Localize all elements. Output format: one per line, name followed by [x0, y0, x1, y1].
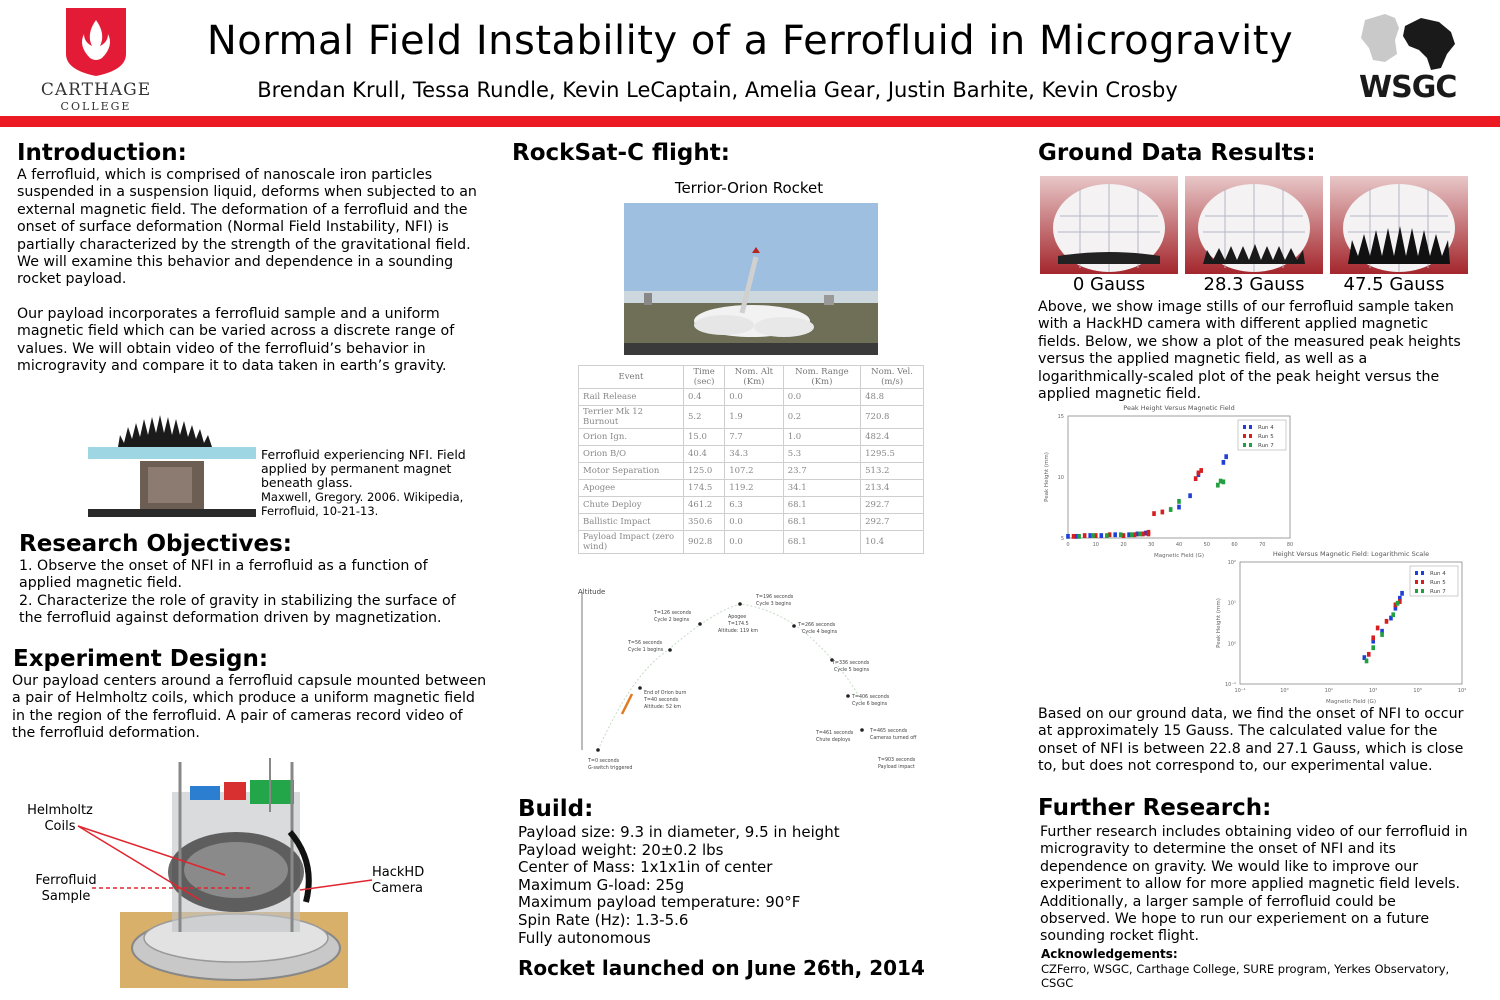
table-row	[579, 531, 924, 554]
table-cell: Chute Deploy	[579, 497, 684, 514]
traj-label: Payload impact	[878, 765, 915, 770]
table-cell: 5.2	[684, 406, 725, 429]
chart-point	[1396, 601, 1400, 606]
chart-legend-label: Run 7	[1430, 589, 1446, 595]
table-row	[579, 389, 924, 406]
table-cell: 292.7	[861, 514, 924, 531]
chart-point	[1371, 635, 1375, 640]
chart-point	[1169, 507, 1173, 512]
traj-label: T=465 seconds	[870, 729, 908, 734]
still-0-gauss	[1040, 176, 1178, 274]
design-heading: Experiment Design:	[13, 646, 269, 672]
table-cell: 0.0	[725, 389, 783, 406]
design-paragraph: Our payload centers around a ferrofluid capsule mounted between a pair of Helmholtz coils, which produce a uniform magnetic field in the region of the ferrofluid. A pair of cameras record video of the ferrofluid deformation.	[12, 673, 487, 742]
still-28-gauss	[1185, 176, 1323, 274]
gauss-label-28: 28.3 Gauss	[1203, 274, 1305, 295]
chart-legend-label: Run 5	[1430, 580, 1446, 586]
traj-label: T=406 seconds	[852, 695, 890, 700]
traj-label: Cameras turned off	[870, 736, 917, 741]
traj-label: Cycle 5 begins	[834, 668, 870, 673]
poster-title: Normal Field Instability of a Ferrofluid in Microgravity	[206, 18, 1294, 64]
table-cell: Ballistic Impact	[579, 514, 684, 531]
acknowledgements-heading: Acknowledgements:	[1041, 947, 1178, 961]
chart-point	[1138, 532, 1142, 537]
table-cell: 34.1	[783, 480, 860, 497]
table-cell: 7.7	[725, 429, 783, 446]
chart-point	[1161, 510, 1165, 515]
further-paragraph: Further research includes obtaining video of our ferrofluid in microgravity to determine the onset of NFI and its dependence on gravity. We would like to improve our experiment to allow for more applied magnetic field levels. Additionally, a larger sample of ferrofluid could be observed. We hope to run our experiement on a future sounding rocket flight.	[1040, 824, 1468, 945]
carthage-college-word: COLLEGE	[60, 100, 132, 113]
trajectory-diagram	[572, 584, 942, 776]
chart-point	[1367, 652, 1371, 657]
chart-point	[1147, 530, 1151, 535]
chart-legend-swatch	[1249, 443, 1252, 447]
chart-x-tick: 10⁰	[1280, 688, 1289, 694]
chart-y-tick: 15	[1057, 414, 1064, 420]
still-47-gauss	[1330, 176, 1468, 274]
chart-y-tick: 10⁻¹	[1224, 682, 1236, 688]
rocket-photo	[624, 203, 878, 355]
chart-point	[1105, 533, 1109, 538]
table-cell: 482.4	[861, 429, 924, 446]
chart-point	[1119, 532, 1123, 537]
chart-point	[1380, 632, 1384, 637]
chart-x-tick: 50	[1203, 542, 1210, 548]
table-cell: 119.2	[725, 480, 783, 497]
chart-title: Peak Height Versus Magnetic Field	[1123, 404, 1235, 412]
trajectory-point	[668, 648, 672, 652]
table-cell: Orion B/O	[579, 446, 684, 463]
table-cell: 125.0	[684, 463, 725, 480]
table-cell: Motor Separation	[579, 463, 684, 480]
table-cell: Terrier Mk 12 Burnout	[579, 406, 684, 429]
chart-legend-label: Run 4	[1258, 425, 1274, 431]
chart-point	[1113, 532, 1117, 537]
chart-y-label: Peak Height (mm)	[1044, 452, 1050, 502]
chart-legend-swatch	[1421, 571, 1424, 575]
chart-x-tick: 10²	[1369, 688, 1378, 694]
table-cell: 0.0	[783, 389, 860, 406]
traj-label: Cycle 1 begins	[628, 648, 664, 653]
chart-x-label: Magnetic Field (G)	[1326, 699, 1376, 705]
chart-legend-swatch	[1415, 589, 1418, 593]
table-cell: Orion Ign.	[579, 429, 684, 446]
build-item: Fully autonomous	[518, 928, 651, 947]
objectives-heading: Research Objectives:	[19, 531, 292, 557]
chart-x-tick: 40	[1175, 542, 1183, 548]
chart-legend-swatch	[1243, 443, 1246, 447]
chart-point	[1100, 533, 1104, 538]
chart-point	[1222, 460, 1226, 465]
build-item: Payload size: 9.3 in diameter, 9.5 in height	[518, 823, 840, 841]
label-helmholtz-coils: Helmholtz Coils	[27, 803, 93, 834]
ground-description: Above, we show image stills of our ferrofluid sample taken with a HackHD camera with different applied magnetic fields. Below, we show a plot of the measured peak heights versus the applied magnetic field, as well as a logarithmically-scaled plot of the peak height versus the applied magnetic field.	[1038, 299, 1461, 403]
table-row	[579, 480, 924, 497]
trajectory-point	[860, 728, 864, 732]
chart-x-tick: 0	[1066, 542, 1070, 548]
table-row	[579, 406, 924, 429]
ferrofluid-caption: Ferrofluid experiencing NFI. Field applied by permanent magnet beneath glass.	[261, 447, 466, 490]
table-cell: Payload Impact (zero wind)	[579, 531, 684, 554]
chart-point	[1077, 534, 1081, 539]
objective-1: 1. Observe the onset of NFI in a ferrofluid as a function of applied magnetic field.	[19, 558, 428, 592]
chart-point	[1376, 626, 1380, 631]
table-cell: 68.1	[783, 531, 860, 554]
chart-title: Height Versus Magnetic Field: Logarithmic Scale	[1272, 550, 1430, 558]
table-header-cell: Event	[579, 366, 684, 389]
chart-legend-swatch	[1243, 434, 1246, 438]
traj-label: T=196 seconds	[756, 595, 794, 600]
wisconsin-africa-map-icon	[1355, 10, 1470, 72]
traj-label: T=266 seconds	[798, 623, 836, 628]
chart-point	[1177, 505, 1181, 510]
chart-legend-swatch	[1415, 580, 1418, 584]
traj-label: T=903 seconds	[878, 758, 916, 763]
ground-result: Based on our ground data, we find the onset of NFI to occur at approximately 15 Gauss. The calculated value for the onset of NFI is between 22.8 and 27.1 Gauss, which is close to, but does not correspond to, our experimental value.	[1038, 706, 1464, 775]
table-cell: 1.9	[725, 406, 783, 429]
ferrofluid-citation: Maxwell, Gregory. 2006. Wikipedia, Ferrofluid, 10-21-13.	[261, 490, 464, 518]
intro-paragraph-2: Our payload incorporates a ferrofluid sample and a uniform magnetic field which can be varied across a discrete range of values. We will obtain video of the ferrofluid’s behavior in microgravity and compare it to data taken in earth’s gravity.	[17, 306, 455, 375]
table-header-row	[579, 366, 924, 389]
ferrofluid-still-images	[1040, 176, 1470, 276]
build-heading: Build:	[518, 796, 594, 822]
trajectory-point	[792, 624, 796, 628]
table-cell: 6.3	[725, 497, 783, 514]
chart-x-tick: 30	[1148, 542, 1155, 548]
chart-point	[1222, 479, 1226, 484]
table-cell: 174.5	[684, 480, 725, 497]
table-cell: 213.4	[861, 480, 924, 497]
poster-authors: Brendan Krull, Tessa Rundle, Kevin LeCaptain, Amelia Gear, Justin Barhite, Kevin Crosby	[257, 78, 1178, 102]
chart-legend-swatch	[1421, 580, 1424, 584]
chart-point	[1188, 493, 1192, 498]
trajectory-point	[846, 694, 850, 698]
chart-legend-label: Run 5	[1258, 434, 1274, 440]
table-cell: 1295.5	[861, 446, 924, 463]
flight-events-table	[578, 365, 924, 554]
chart-point	[1224, 454, 1228, 459]
table-cell: 68.1	[783, 514, 860, 531]
rocksat-heading: RockSat-C flight:	[512, 140, 730, 166]
traj-label: Apogee	[728, 615, 747, 620]
table-cell: 34.3	[725, 446, 783, 463]
build-item: Maximum payload temperature: 90°F	[518, 893, 801, 912]
chart-point	[1072, 534, 1076, 539]
table-cell: 0.0	[725, 514, 783, 531]
chart-x-tick: 10³	[1413, 688, 1422, 694]
label-hackhd-camera: HackHD Camera	[372, 865, 425, 896]
table-row	[579, 446, 924, 463]
build-item: Payload weight: 20±0.2 lbs	[518, 840, 724, 859]
traj-label: T=56 seconds	[628, 641, 663, 646]
intro-heading: Introduction:	[17, 140, 187, 166]
wsgc-text: WSGC	[1359, 70, 1457, 105]
chart-point	[1385, 619, 1389, 624]
chart-point	[1199, 468, 1203, 473]
table-header-cell: Time (sec)	[684, 366, 725, 389]
ground-heading: Ground Data Results:	[1038, 140, 1316, 166]
trajectory-point	[698, 622, 702, 626]
chart-point	[1371, 645, 1375, 650]
table-row	[579, 429, 924, 446]
table-header-cell: Nom. Range (Km)	[783, 366, 860, 389]
traj-label: T=126 seconds	[654, 611, 692, 616]
header-divider	[0, 116, 1500, 127]
table-cell: 513.2	[861, 463, 924, 480]
chart-legend-swatch	[1421, 589, 1424, 593]
chart-x-tick: 10	[1092, 542, 1099, 548]
table-cell: 10.4	[861, 531, 924, 554]
table-cell: 720.8	[861, 406, 924, 429]
chart-x-tick: 10⁴	[1457, 688, 1467, 694]
chart-x-tick: 10⁻¹	[1234, 688, 1246, 694]
table-row	[579, 497, 924, 514]
chart-legend-swatch	[1249, 425, 1252, 429]
chart-y-tick: 10²	[1227, 560, 1236, 566]
chart-legend-swatch	[1249, 434, 1252, 438]
chart-legend-label: Run 7	[1258, 443, 1274, 449]
traj-label: T=0 seconds	[588, 759, 620, 764]
chart-point	[1152, 511, 1156, 516]
trajectory-axis-label: Altitude	[578, 588, 606, 596]
table-cell: 23.7	[783, 463, 860, 480]
trajectory-point	[738, 602, 742, 606]
wsgc-logo	[1355, 10, 1470, 105]
acknowledgements-text: CZFerro, WSGC, Carthage College, SURE program, Yerkes Observatory, CSGC	[1041, 962, 1450, 990]
table-row	[579, 514, 924, 531]
chart-y-tick: 10⁰	[1227, 641, 1236, 648]
table-cell: Rail Release	[579, 389, 684, 406]
traj-label: Cycle 3 begins	[756, 602, 792, 607]
table-cell: 292.7	[861, 497, 924, 514]
chart-y-label: Peak Height (mm)	[1216, 598, 1222, 648]
table-cell: Apogee	[579, 480, 684, 497]
rocket-photo-caption: Terrior-Orion Rocket	[674, 179, 824, 197]
chart-point	[1130, 532, 1134, 537]
table-cell: 0.2	[783, 406, 860, 429]
gauss-label-0: 0 Gauss	[1072, 274, 1146, 295]
chart-x-tick: 20	[1120, 542, 1127, 548]
launch-date: Rocket launched on June 26th, 2014	[518, 956, 925, 980]
objective-2: 2. Characterize the role of gravity in stabilizing the surface of the ferrofluid against deformation driven by magnetization.	[19, 593, 456, 627]
ferrofluid-spikes-image	[88, 405, 256, 517]
traj-label: T=40 seconds	[644, 698, 679, 703]
traj-label: T=461 seconds	[816, 731, 854, 736]
chart-y-tick: 10¹	[1227, 600, 1236, 607]
carthage-name: CARTHAGE	[40, 80, 152, 100]
traj-label: Cycle 4 begins	[802, 630, 838, 635]
flight-events-table-wrapper	[578, 365, 926, 554]
table-cell: 0.4	[684, 389, 725, 406]
intro-paragraph-1: A ferrofluid, which is comprised of nanoscale iron particles suspended in a suspension liquid, deforms when subjected to an external magnetic field. The deformation of a ferrofluid and the onset of surface deformation (Normal Field Instability, NFI) is partially characterized by the strength of the gravitational field. We will examine this behavior and dependence in a sounding rocket payload.	[17, 167, 477, 288]
chart-point	[1400, 591, 1404, 596]
trajectory-point	[638, 686, 642, 690]
ferrofluid-stills	[1040, 176, 1470, 276]
table-cell: 68.1	[783, 497, 860, 514]
chart-x-label: Magnetic Field (G)	[1154, 553, 1204, 559]
table-row	[579, 463, 924, 480]
traj-label: Altitude: 52 km	[644, 705, 681, 710]
gauss-label-47: 47.5 Gauss	[1343, 274, 1445, 295]
chart-point	[1177, 499, 1181, 504]
chart-legend-swatch	[1415, 571, 1418, 575]
table-header-cell: Nom. Vel. (m/s)	[861, 366, 924, 389]
table-cell: 40.4	[684, 446, 725, 463]
chart-y-tick: 10	[1057, 475, 1064, 481]
traj-label: End of Orion burn	[644, 691, 687, 696]
traj-label: Cycle 6 begins	[852, 702, 888, 707]
table-cell: 107.2	[725, 463, 783, 480]
table-cell: 5.3	[783, 446, 860, 463]
build-item: Center of Mass: 1x1x1in of center	[518, 858, 773, 877]
chart-x-tick: 60	[1231, 542, 1238, 548]
build-item: Spin Rate (Hz): 1.3-5.6	[518, 910, 689, 929]
chart-x-tick: 10¹	[1324, 688, 1333, 694]
chart-point	[1391, 612, 1395, 617]
table-cell: 461.2	[684, 497, 725, 514]
build-list	[518, 824, 978, 947]
label-ferrofluid-sample: Ferrofluid Sample	[35, 873, 97, 904]
further-heading: Further Research:	[1038, 795, 1272, 821]
chart-x-tick: 70	[1259, 542, 1266, 548]
peak-height-log-chart	[1212, 548, 1482, 708]
chart-point	[1066, 534, 1070, 539]
traj-label: Chute deploys	[816, 738, 851, 743]
table-cell: 0.0	[725, 531, 783, 554]
table-cell: 15.0	[684, 429, 725, 446]
table-header-cell: Nom. Alt (Km)	[725, 366, 783, 389]
carthage-shield-icon	[38, 6, 154, 78]
trajectory-point	[596, 748, 600, 752]
traj-label: Cycle 2 begins	[654, 618, 690, 623]
build-item: Maximum G-load: 25g	[518, 875, 685, 894]
rocket-launch-image	[624, 203, 878, 355]
carthage-logo	[38, 6, 154, 113]
chart-legend-label: Run 4	[1430, 571, 1446, 577]
table-cell: 902.8	[684, 531, 725, 554]
peak-height-chart	[1040, 402, 1310, 562]
traj-label: G-switch triggered	[588, 766, 633, 771]
table-cell: 350.6	[684, 514, 725, 531]
chart-point	[1091, 533, 1095, 538]
chart-x-tick: 80	[1286, 542, 1294, 548]
chart-y-tick: 5	[1060, 536, 1064, 542]
traj-label: Altitude: 119 km	[718, 629, 759, 634]
table-cell: 1.0	[783, 429, 860, 446]
chart-point	[1365, 659, 1369, 664]
chart-legend-swatch	[1243, 425, 1246, 429]
chart-point	[1194, 476, 1198, 481]
chart-point	[1083, 533, 1087, 538]
table-cell: 48.8	[861, 389, 924, 406]
traj-label: T=174.5	[728, 622, 749, 627]
traj-label: T=336 seconds	[832, 661, 870, 666]
ferrofluid-photo	[88, 405, 256, 517]
